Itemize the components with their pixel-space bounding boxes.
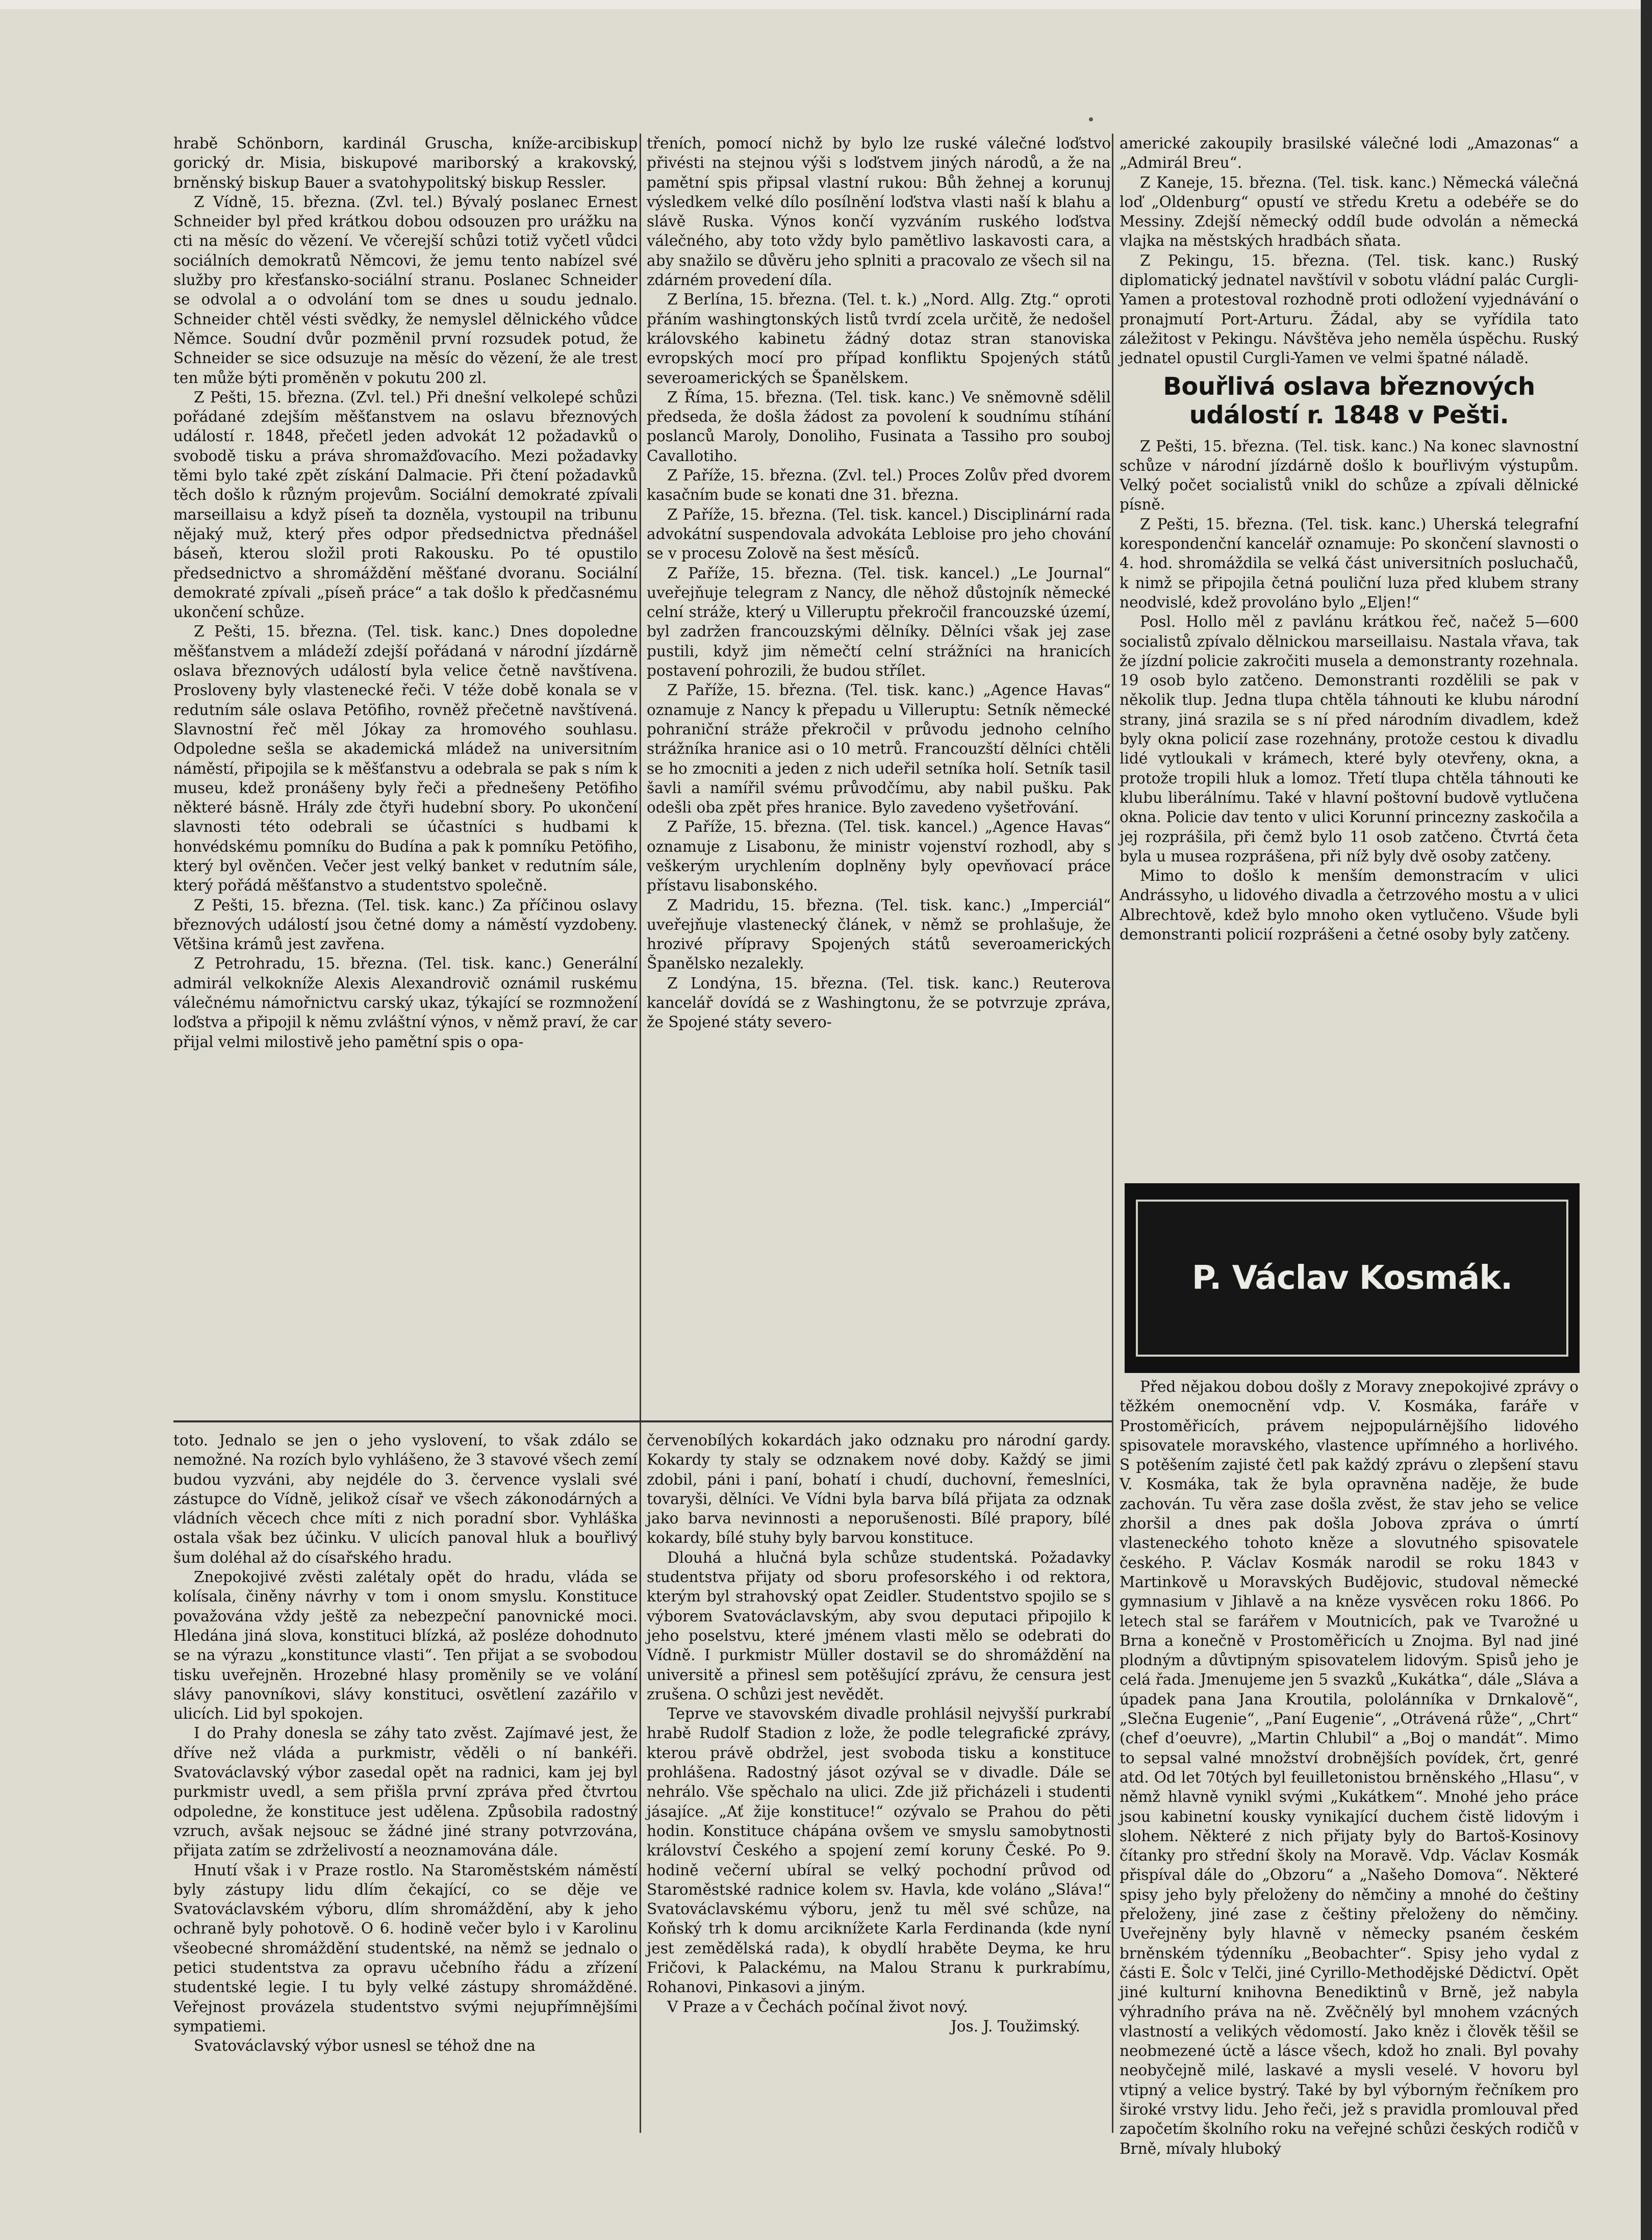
- article-paragraph: Z Londýna, 15. března. (Tel. tisk. kanc.) Reuterova kancelář dovídá se z Washingtonu, že se potvrzuje zpráva, že Spojené státy severo-: [647, 974, 1111, 1031]
- column-3-upper: [1120, 134, 1579, 944]
- article-paragraph: toto. Jednalo se jen o jeho vyslovení, to však zdálo se nemožné. Na rozích bylo vyhlášeno, že 3 stavové všech zemí budou vyzváni, aby nejdéle do 3. července vyslali své zástupce do Vídně, jelikož císař ve všech zákonodárných a vládních věcech chce míti z nich poradní sbor. Vyhláška ostala však bez účinku. V ulicích panoval hluk a bouřlivý šum doléhal až do císařského hradu.: [173, 1432, 638, 1566]
- article-paragraph: třeních, pomocí nichž by bylo lze ruské válečné loďstvo přivésti na stejnou výši s loďstvem jiných národů, a že na pamětní spis připsal vlastní rukou: Bůh žehnej a korunuj výsledkem velké dílo posílnění loďstva vlasti naší k blahu a slávě Ruska. Výnos končí vyzváním ruského loďstva válečného, aby toto vždy bylo pamětlivo laskavosti cara, a aby snažilo se důvěru jeho splniti a pracovalo ze všech sil na zdárném provedení díla.: [647, 135, 1111, 289]
- article-paragraph: Z Kaneje, 15. března. (Tel. tisk. kanc.) Německá válečná loď „Oldenburg“ opustí ve středu Kretu a odebéře se do Messiny. Zdejší německý oddíl bude odvolán a německá vlajka na městských hradbách sňata.: [1120, 173, 1579, 250]
- article-paragraph: Z Madridu, 15. března. (Tel. tisk. kanc.) „Imperciál“ uveřejňuje vlastenecký článek, v němž se prohlašuje, že hrozivé přípravy Spojených států severoamerických Španělsko nezalekly.: [647, 896, 1111, 973]
- column-1-upper: [173, 134, 638, 1052]
- article-paragraph: Z Paříže, 15. března. (Tel. tisk. kancel.) „Le Journal“ uveřejňuje telegram z Nancy, dle něhož důstojník německé celní stráže, který u Villeruptu překročil francouzské území, byl zadržen francouzskými dělníky. Dělníci však jej zase pustili, když jim němečtí celní strážníci na hranicích postavení pohrozili, že budou střílet.: [647, 564, 1111, 680]
- obituary-frame: [1136, 1200, 1568, 1357]
- article-paragraph: Z Pekingu, 15. března. (Tel. tisk. kanc.) Ruský diplomatický jednatel navštívil v sobotu vládní palác Curgli-Yamen a protestoval rozhodně proti odložení vyjednávání o pronajmutí Port-Arturu. Žádal, aby se vyřídila tato záležitost v Pekingu. Návštěva jeho neměla úspěchu. Ruský jednatel opustil Curgli-Yamen ve velmi špatné náladě.: [1120, 251, 1579, 367]
- column-1-lower: [173, 1431, 638, 2056]
- obituary-box: [1125, 1183, 1580, 1373]
- article-signature: Jos. J. Toužimský.: [950, 2017, 1080, 2035]
- article-paragraph: Z Pešti, 15. března. (Tel. tisk. kanc.) Dnes dopoledne měšťanstvem a mládeží zdejší pořádaná v národní jízdárně oslava březnových událostí byla velice četně navštívena. Prosloveny byly vlastenecké řeči. V téže době konala se v redutním sále oslava Petöfiho, rovněž přečetně navštívená. Slavnostní řeč měl Jókay za hromového souhlasu. Odpoledne sešla se akademická mládež na universitním náměstí, připojila se k měšťanstvu a odebrala se pak s ním k museu, kdež pronášeny byly řeči a přednešeny Petöfiho některé básně. Hrály zde čtyři hudební sbory. Po ukončení slavnosti této odebrali se účastníci s hudbami k honvédskému pomníku do Budína a pak k pomníku Petöfiho, který byl ověnčen. Večer jest velký banket v redutním sále, který pořádá měšťanstvo a studentstvo společně.: [173, 623, 638, 895]
- article-paragraph: červenobílých kokardách jako odznaku pro národní gardy. Kokardy ty staly se odznakem nové doby. Každý se jimi zdobil, páni i paní, bohatí i chudí, duchovní, řemeslníci, tovaryši, dělníci. Ve Vídni byla barva bílá přijata za odznak jako barva nevinnosti a neporušenosti. Bílé prapory, bílé kokardy, bílé stuhy byly barvou konstituce.: [647, 1432, 1111, 1547]
- article-paragraph: Z Paříže, 15. března. (Tel. tisk. kancel.) „Agence Havas“ oznamuje z Lisabonu, že ministr vojenství rozhodl, aby s veškerým urychlením doplněny byly opevňovací práce přístavu lisabonského.: [647, 818, 1111, 895]
- column-3-lower: [1120, 1377, 1579, 2158]
- print-mark: [1089, 117, 1093, 121]
- article-paragraph: Z Pešti, 15. března. (Zvl. tel.) Při dnešní velkolepé schůzi pořádané zdejším měšťanstvem na oslavu březnových událostí r. 1848, přečetl jeden advokát 12 požadavků o svobodě tisku a práva shromažďovacího. Mezi požadavky těmi bylo také zpět získání Dalmacie. Při čtení požadavků těch došlo k různým projevům. Sociální demokraté zpívali marseillaisu a když píseň ta dozněla, vystoupil na tribunu nějaký muž, který přes odpor předsednictva přednášel báseň, kterou složil proti Rakousku. Po té opustilo předsednictvo a shromáždění měšťané dvoranu. Sociální demokraté zpívali „píseň práce“ a tak došlo k předčasnému ukončení schůze.: [173, 388, 638, 621]
- section-divider: [173, 1420, 1112, 1422]
- article-paragraph: Z Říma, 15. března. (Tel. tisk. kanc.) Ve sněmovně sdělil předseda, že došla žádost za povolení k soudnímu stíhání poslanců Maroly, Donoliho, Fusinata a Tassiho pro souboj Cavallotiho.: [647, 388, 1111, 465]
- article-paragraph: Mimo to došlo k menším demonstracím v ulici Andrássyho, u lidového divadla a četrzového mostu a v ulici Albrechtově, kdež bylo mnoho oken vytlučeno. Všude byli demonstranti policií rozprášeni a četné osoby byly zatčeny.: [1120, 867, 1579, 943]
- article-paragraph: Z Paříže, 15. března. (Zvl. tel.) Proces Zolův před dvorem kasačním bude se konati dne 31. března.: [647, 467, 1111, 504]
- article-paragraph: Znepokojivé zvěsti zalétaly opět do hradu, vláda se kolísala, činěny návrhy v tom i onom smyslu. Konstituce považována vždy ještě za nebezpeční panovnické moci. Hledána jiná slova, konstituci blízká, až posléze dohodnuto se na výrazu „konstitunce vlasti“. Ten přijat a se svobodou tisku uveřejněn. Hrozebné hlasy proměnily se ve volání slávy panovníkovi, slávy konstituci, osvětlení zazářilo v ulicích. Lid byl spokojen.: [173, 1568, 638, 1723]
- column-rule-2: [1112, 134, 1113, 2133]
- article-paragraph: Z Berlína, 15. března. (Tel. t. k.) „Nord. Allg. Ztg.“ oproti přáním washingtonských listů tvrdí zcela určitě, že nedošel královského kabinetu žádný dotaz stran stanoviska evropských mocí pro případ konfliktu Spojených států severoamerických se Španělskem.: [647, 291, 1111, 387]
- article-paragraph: americké zakoupily brasilské válečné lodi „Amazonas“ a „Admirál Breu“.: [1120, 135, 1579, 172]
- article-paragraph: Dlouhá a hlučná byla schůze studentská. Požadavky studentstva přijaty od sboru profesorského i od rektora, kterým byl strahovský opat Zeidler. Studentstvo spojilo se s výborem Svatováclavským, aby svou deputaci připojilo k jeho poselstvu, které jménem vlasti mělo se odebrati do Vídně. I purkmistr Müller dostavil se do shromáždění na universitě a přinesl sem potěšující zprávu, že censura jest zrušena. O schůzi jest nevědět.: [647, 1548, 1111, 1703]
- article-paragraph: Z Petrohradu, 15. března. (Tel. tisk. kanc.) Generální admirál velkokníže Alexis Alexandrovič oznámil ruskému válečnému námořnictvu carský ukaz, týkající se rozmnožení loďstva a připojil k němu zvláštní výnos, v němž praví, že car přijal velmi milostivě jeho pamětní spis o opa-: [173, 955, 638, 1051]
- article-paragraph: Svatováclavský výbor usnesl se téhož dne na: [194, 2037, 536, 2055]
- article-headline: Bouřlivá oslava březnových událostí r. 1848 v Pešti.: [1163, 372, 1535, 429]
- article-paragraph: Před nějakou dobou došly z Moravy znepokojivé zprávy o těžkém onemocnění vdp. V. Kosmáka, faráře v Prostoměřicích, právem nejpopulárnějšího lidového spisovatele moravského, vlastence upřímného a horlivého. S potěšením zajisté četl pak každý zprávu o zlepšení stavu V. Kosmáka, tak že byla opravněna naděje, že bude zachován. Tu věra zase došla zvěst, že stav jeho se velice zhoršil a dnes pak došla Jobova zpráva o úmrtí vlasteneckého tohoto kněze a slovutného spisovatele českého. P. Václav Kosmák narodil se roku 1843 v Martinkově u Moravských Budějovic, studoval německé gymnasium v Jihlavě a na kněze vysvěcen roku 1866. Po letech stal se farářem v Moutnicích, pak ve Tvarožné u Brna a konečně v Prostoměřicích u Znojma. Byl nad jiné plodným a důvtipným spisovatelem lidovým. Spisů jeho je celá řada. Jmenujeme jen 5 svazků „Kukátka“, dále „Sláva a úpadek pana Jana Kroutila, pololánníka v Drnkalově“, „Slečna Eugenie“, „Paní Eugenie“, „Otrávená růže“, „Chrt“ (chef d’oeuvre), „Martin Chlubil“ a „Boj o mandát“. Mimo to sepsal valné množství drobnějších povídek, črt, genré atd. Od let 70tých byl feuilletonistou brněnského „Hlasu“, v němž hlavně vynikl svými „Kukátkem“. Mnohé jeho práce jsou kabinetní kousky vynikající duchem čistě lidovým i slohem. Některé z nich přijaty byly do Bartoš-Kosinovy čítanky pro střední školy na Moravě. Vdp. Václav Kosmák přispíval dále do „Obzoru“ a „Našeho Domova“. Některé spisy jeho byly přeloženy do němčiny a mnohé do češtiny přeloženy, jiné zase z češtiny přeloženy do němčiny. Uveřejněny byly hlavně v německy psaném českém brněnském týdenníku „Beobachter“. Spisy jeho vydal z části E. Šolc v Telči, jiné Cyrillo-Methodějské Dědictví. Opět jiné kulturní knihovna Benediktinů v Brně, jež nabyla výhradního práva na ně. Zvěčnělý byl mnohem vzácných vlastností a velikých vědomostí. Jako kněz i člověk těšil se neobmezené úctě a lásce všech, kdož ho znali. Byl povahy neobyčejně milé, laskavé a mysli veselé. V hovoru byl vtipný a velice bystrý. Také by byl výborným řečníkem pro široké vrstvy lidu. Jeho řeči, jež s pravidla promlouval před započetím školního roku na veřejné schůzi českých rodičů v Brně, mívaly hluboký: [1120, 1378, 1579, 2157]
- article-paragraph: Z Paříže, 15. března. (Tel. tisk. kanc.) „Agence Havas“ oznamuje z Nancy k přepadu u Villeruptu: Setník německé pohraniční stráže překročil v průvodu jednoho celního strážníka hranice asi o 10 metrů. Francouzští dělníci chtěli se ho zmocniti a jeden z nich udeřil setníka holí. Setník tasil šavli a namířil svému průvodčímu, aby nabil pušku. Pak odešli oba zpět přes hranice. Bylo zavedeno vyšetřování.: [647, 681, 1111, 817]
- article-paragraph: Z Vídně, 15. března. (Zvl. tel.) Bývalý poslanec Ernest Schneider byl před krátkou dobou odsouzen pro urážku na cti na měsíc do vězení. Ve včerejší schůzi totiž vyčetl vůdci sociálních demokratů Němcovi, že jemu tento nabízel své služby pro křesťansko-sociální stranu. Poslanec Schneider se odvolal a o odvolání tom se dnes u soudu jednalo. Schneider chtěl vésti svědky, že nemyslel dělnického vůdce Němce. Soudní dvůr pozměnil první rozsudek potud, že Schneider se sice odsuzuje na měsíc do vězení, že ale trest ten může býti proměněn v pokutu 200 zl.: [173, 193, 638, 387]
- article-paragraph: Z Pešti, 15. března. (Tel. tisk. kanc.) Uherská telegrafní korespondenční kancelář oznamuje: Po skončení slavnosti o 4. hod. shromáždila se velká část universitních posluchačů, k nimž se připojila četná pouliční luza před klubem strany neodvislé, kdež provoláno bylo „Eljen!“: [1120, 515, 1579, 611]
- page-top-edge: [0, 0, 1652, 9]
- article-paragraph: I do Prahy donesla se záhy tato zvěst. Zajímavé jest, že dříve než vláda a purkmistr, věděli o ní bankéři. Svatováclavský výbor zasedal opět na radnici, kam jej byl purkmistr uvedl, a sem přišla první zpráva před čtvrtou odpoledne, že konstituce jest udělena. Způsobila radostný vzruch, avšak nejsouc se žádné jiné strany potvrzována, přijata zatím se zdrželivostí a neoznamována dále.: [173, 1724, 638, 1860]
- column-rule-1: [640, 134, 641, 2133]
- article-paragraph: hrabě Schönborn, kardinál Gruscha, kníže-arcibiskup gorický dr. Misia, biskupové mariborský a krakovský, brněnský biskup Bauer a svatohypolitský biskup Ressler.: [173, 135, 638, 191]
- column-2-upper: [647, 134, 1111, 1032]
- article-paragraph: V Praze a v Čechách počínal život nový.: [667, 1998, 968, 2016]
- column-2-lower: [647, 1431, 1111, 2036]
- page-right-edge: [1641, 0, 1652, 2240]
- article-paragraph: Hnutí však i v Praze rostlo. Na Staroměstském náměstí byly zástupy lidu dlím čekající, co se děje ve Svatováclavském výboru, dlím shromáždění, aby k jeho ochraně byly pohotově. O 6. hodině večer bylo i v Karolinu všeobecné shromáždění studentské, na němž se jednalo o petici studentstva za opravu učebního řádu a zřízení studentské legie. I tu byly velké zástupy shromážděné. Veřejnost provázela studentstvo svými nejupřímnějšími sympatiemi.: [173, 1861, 638, 2035]
- article-paragraph: Teprve ve stavovském divadle prohlásil nejvyšší purkrabí hrabě Rudolf Stadion z lože, že podle telegrafické zprávy, kterou právě obdržel, jest svoboda tisku a konstituce prohlášena. Radostný jásot ozýval se v divadle. Dále se nehrálo. Vše spěchalo na ulici. Zde již přicházeli i studenti jásajíce. „Ať žije konstituce!“ ozývalo se Prahou do pěti hodin. Konstituce chápána ovšem ve smyslu samobytnosti království Českého a spojení zemí koruny České. Po 9. hodině večerní ubíral se velký pochodní průvod od Staroměstské radnice kolem sv. Havla, kde voláno „Sláva!“ Svatováclavskému výboru, jenž tu měl své schůze, na Koňský trh k domu arciknížete Karla Ferdinanda (kde nyní jest zemědělská rada), k obydlí hraběte Deyma, ke hru Fričovi, k Palackému, na Malou Stranu k purkrabímu, Rohanovi, Pinkasovi a jiným.: [647, 1705, 1111, 1996]
- article-paragraph: Z Pešti, 15. března. (Tel. tisk. kanc.) Za příčinou oslavy březnových událostí jsou četné domy a náměstí vyzdobeny. Většina krámů jest zavřena.: [173, 896, 638, 953]
- article-paragraph: Z Paříže, 15. března. (Tel. tisk. kancel.) Disciplinární rada advokátní suspendovala advokáta Lebloise pro jeho chování se v procesu Zolově na šest měsíců.: [647, 505, 1111, 563]
- article-paragraph: Z Pešti, 15. března. (Tel. tisk. kanc.) Na konec slavnostní schůze v národní jízdárně došlo k bouřlivým výstupům. Velký počet socialistů vnikl do schůze a zpívali dělnické písně.: [1120, 437, 1579, 514]
- obituary-name: P. Václav Kosmák.: [1191, 1259, 1513, 1297]
- article-paragraph: Posl. Hollo měl z pavlánu krátkou řeč, načež 5—600 socialistů zpívalo dělnickou marseillaisu. Nastala vřava, tak že jízdní policie zakročiti musela a demonstranty rozehnala. 19 osob bylo zatčeno. Demonstranti rozdělili se pak v několik tlup. Jedna tlupa chtěla táhnouti ke klubu národní strany, jiná srazila se s ní před národním divadlem, kdež byly okna policií zase rozehnány, protože cestou k divadlu lidé vytloukali v krámech, které byly otevřeny, okna, a protože tropili hluk a lomoz. Třetí tlupa chtěla táhnouti ke klubu liberálnímu. Také v hlavní poštovní budově vytlučena okna. Policie dav tento v ulici Korunní princezny zaskočila a jej rozprášila, při čemž bylo 11 osob zatčeno. Čtvrtá četa byla u musea rozprášena, při níž byly dvě osoby zatčeny.: [1120, 613, 1579, 865]
